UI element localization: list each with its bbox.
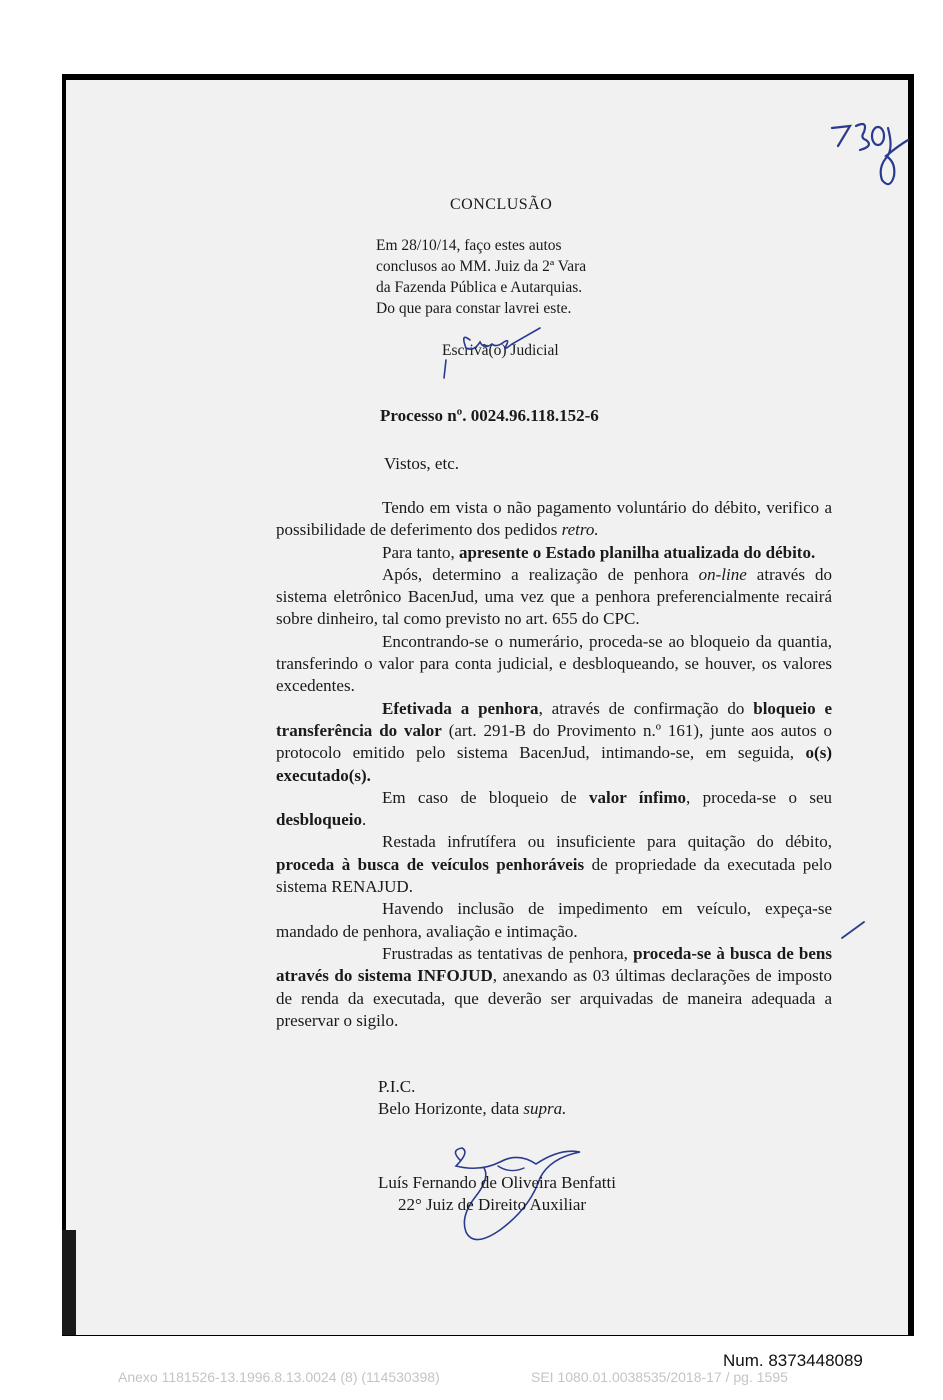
paragraph-9: Frustradas as tentativas de penhora, proceda-se à busca de bens através do sistema INFOJUD, anexando as 03 últimas declarações de imposto de renda da executada, que deverão ser arquivadas de maneira adequada a preservar o sigilo. — [276, 943, 832, 1030]
document-number: Num. 8373448089 — [723, 1351, 863, 1370]
conclusao-line-1: Em 28/10/14, faço estes autos — [376, 237, 562, 254]
paragraph-7: Restada infrutífera ou insuficiente para quitação do débito, proceda à busca de veículos penhoráveis de propriedade da executada pelo sistema RENAJUD. — [276, 832, 832, 897]
paragraph-2: Para tanto, apresente o Estado planilha atualizada do débito. — [382, 542, 816, 562]
paragraph-1: Tendo em vista o não pagamento voluntário do débito, verifico a possibilidade de deferimento dos pedidos retro. — [276, 498, 832, 540]
margin-check-mark — [838, 918, 868, 942]
footer-sei-reference: SEI 1080.01.0038535/2018-17 / pg. 1595 — [531, 1369, 788, 1385]
escrivao-label: Escrivã(o) Judicial — [442, 342, 559, 359]
paragraph-5: Efetivada a penhora, através de confirmação do bloqueio e transferência do valor (art. 291-B do Provimento n.º 161), junte aos autos o protocolo emitido pelo sistema BacenJud, intimando-se, em seguida, o(s) executado(s). — [276, 698, 832, 785]
conclusao-line-2: conclusos ao MM. Juiz da 2ª Vara — [376, 258, 587, 275]
judge-name: Luís Fernando de Oliveira Benfatti — [378, 1173, 616, 1192]
paragraph-3: Após, determino a realização de penhora on-line através do sistema eletrônico BacenJud, uma vez que a penhora preferencialmente recairá sobre dinheiro, tal como previsto no art. 655 do CPC. — [276, 564, 832, 629]
pic-line: P.I.C. — [378, 1077, 416, 1096]
footer-annex-reference: Anexo 1181526-13.1996.8.13.0024 (8) (114530398) — [118, 1369, 440, 1385]
conclusao-line-3: da Fazenda Pública e Autarquias. — [376, 279, 583, 296]
judge-title: 22° Juiz de Direito Auxiliar — [398, 1195, 587, 1214]
scan-edge-mark — [62, 1230, 76, 1335]
paragraph-6: Em caso de bloqueio de valor ínfimo, proceda-se o seu desbloqueio. — [276, 787, 833, 830]
paragraph-8: Havendo inclusão de impedimento em veículo, expeça-se mandado de penhora, avaliação e intimação. — [276, 899, 832, 941]
decision-body — [276, 497, 832, 1032]
city-date-line: Belo Horizonte, data supra. — [378, 1099, 567, 1118]
handwritten-folio-number — [820, 110, 920, 200]
process-number: Processo nº. 0024.96.118.152-6 — [380, 406, 599, 425]
escrivao-signature — [440, 322, 550, 382]
conclusao-line-4: Do que para constar lavrei este. — [376, 300, 572, 317]
conclusao-title: CONCLUSÃO — [450, 196, 553, 213]
vistos-line: Vistos, etc. — [384, 454, 459, 473]
paragraph-4: Encontrando-se o numerário, proceda-se ao bloqueio da quantia, transferindo o valor para conta judicial, e desbloqueando, se houver, os valores excedentes. — [276, 631, 832, 696]
